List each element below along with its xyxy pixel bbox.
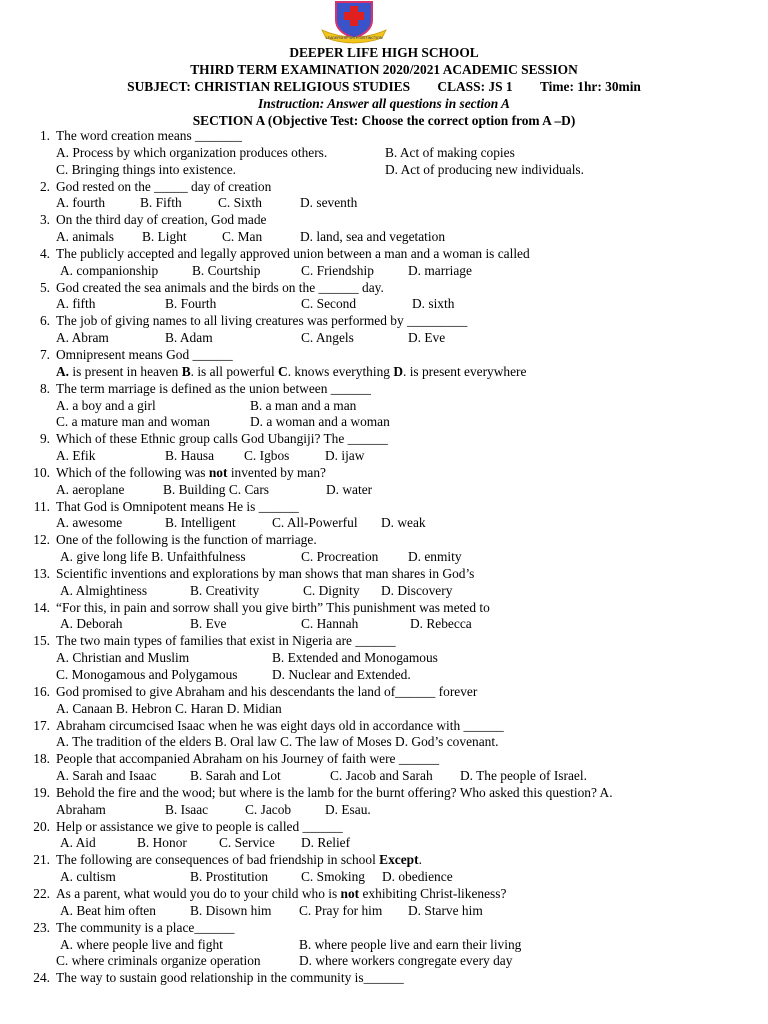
class-label: CLASS: JS 1 bbox=[437, 79, 513, 94]
question-number: 9. bbox=[39, 431, 50, 447]
question-item bbox=[0, 246, 768, 280]
answer-option[interactable]: B. Extended and Monogamous bbox=[272, 650, 438, 666]
answer-option[interactable]: D. water bbox=[326, 481, 373, 497]
answer-option[interactable]: B. Creativity bbox=[190, 582, 260, 598]
option-row bbox=[0, 549, 768, 566]
answer-option[interactable]: C. Procreation bbox=[301, 549, 379, 565]
answer-option[interactable]: C. Pray for him bbox=[299, 902, 383, 918]
answer-option[interactable]: A. companionship bbox=[60, 262, 159, 278]
question-number: 14. bbox=[33, 599, 50, 615]
option-row bbox=[0, 263, 768, 280]
question-number: 5. bbox=[39, 279, 50, 295]
answer-option[interactable]: D. marriage bbox=[408, 262, 472, 278]
answer-option[interactable]: D. weak bbox=[381, 515, 426, 531]
answer-option[interactable]: B. Eve bbox=[190, 616, 227, 632]
question-number: 19. bbox=[33, 784, 50, 800]
question-number: 23. bbox=[33, 919, 50, 935]
answer-option[interactable]: D. land, sea and vegetation bbox=[300, 229, 446, 245]
option-row bbox=[0, 903, 768, 920]
emphasis-text: Except bbox=[379, 852, 419, 868]
question-text: Behold the fire and the wood; but where is the lamb for the burnt offering? Who asked this question? A. bbox=[56, 784, 613, 800]
answer-option[interactable]: C. Service bbox=[219, 835, 275, 851]
option-row bbox=[0, 583, 768, 600]
answer-option[interactable]: A. animals bbox=[56, 229, 115, 245]
answer-option[interactable]: A. cultism bbox=[60, 869, 116, 885]
question-item bbox=[0, 785, 768, 819]
question-item bbox=[0, 431, 768, 465]
answer-option[interactable]: A. Aid bbox=[60, 835, 96, 851]
answer-option[interactable]: A. fourth bbox=[56, 195, 106, 211]
answer-option[interactable]: A. The tradition of the elders B. Oral law C. The law of Moses D. God’s covenant. bbox=[56, 734, 499, 750]
answer-option[interactable]: D. Eve bbox=[408, 330, 446, 346]
answer-option[interactable]: B. Courtship bbox=[192, 262, 261, 278]
question-number: 8. bbox=[39, 380, 50, 396]
answer-option[interactable]: B. Isaac bbox=[165, 801, 209, 817]
answer-option[interactable]: D. sixth bbox=[412, 296, 455, 312]
answer-option[interactable]: A. Canaan B. Hebron C. Haran D. Midian bbox=[56, 700, 282, 716]
answer-option[interactable]: B. Act of making copies bbox=[385, 144, 515, 160]
question-number: 10. bbox=[33, 464, 50, 480]
answer-option[interactable]: A. Abram bbox=[56, 330, 109, 346]
option-row bbox=[0, 616, 768, 633]
question-item bbox=[0, 532, 768, 566]
answer-option[interactable]: B. Disown him bbox=[190, 902, 272, 918]
question-item bbox=[0, 212, 768, 246]
answer-option[interactable]: C. Hannah bbox=[301, 616, 359, 632]
answer-option[interactable]: D. Relief bbox=[301, 835, 351, 851]
option-row bbox=[0, 650, 768, 667]
question-text: The following are consequences of bad friendship in school Except. bbox=[56, 852, 422, 868]
exam-title: THIRD TERM EXAMINATION 2020/2021 ACADEMIC SESSION bbox=[190, 62, 578, 77]
answer-option[interactable]: D. Starve him bbox=[408, 902, 483, 918]
question-text: Help or assistance we give to people is called ______ bbox=[56, 818, 343, 834]
subject-line bbox=[0, 78, 768, 95]
option-row bbox=[0, 667, 768, 684]
question-text: Which of the following was not invented by man? bbox=[56, 464, 327, 480]
option-row bbox=[0, 414, 768, 431]
answer-option[interactable]: B. Fourth bbox=[165, 296, 217, 312]
option-row bbox=[0, 701, 768, 718]
answer-option[interactable]: C. Man bbox=[222, 229, 263, 245]
answer-option[interactable]: A. Efik bbox=[56, 448, 96, 464]
option-row bbox=[0, 448, 768, 465]
question-text: Scientific inventions and explorations by man shows that man shares in God’s bbox=[56, 565, 475, 581]
question-item bbox=[0, 600, 768, 634]
school-logo bbox=[318, 0, 390, 44]
answer-option[interactable]: C. Monogamous and Polygamous bbox=[56, 667, 238, 682]
answer-option[interactable]: B. Fifth bbox=[140, 195, 182, 211]
answer-option[interactable]: B. Sarah and Lot bbox=[190, 768, 281, 784]
answer-option[interactable]: C. All-Powerful bbox=[272, 515, 358, 531]
answer-option[interactable]: A. fifth bbox=[56, 296, 96, 312]
answer-option[interactable]: D. Rebecca bbox=[410, 616, 472, 632]
question-item bbox=[0, 128, 768, 179]
answer-option[interactable]: C. Dignity bbox=[303, 582, 360, 598]
answer-option[interactable]: D. obedience bbox=[382, 869, 453, 885]
time-label: Time: 1hr: 30min bbox=[539, 79, 641, 94]
question-text: One of the following is the function of marriage. bbox=[56, 532, 317, 548]
question-number: 21. bbox=[33, 852, 50, 868]
answer-option[interactable]: A. give long life B. Unfaithfulness bbox=[60, 549, 246, 565]
question-item bbox=[0, 886, 768, 920]
emphasis-text: not bbox=[337, 885, 363, 901]
question-text: As a parent, what would you do to your child who is not exhibiting Christ-likeness? bbox=[56, 885, 507, 901]
question-text: The two main types of families that exist in Nigeria are ______ bbox=[56, 633, 396, 649]
answer-option[interactable]: C. Jacob and Sarah bbox=[330, 768, 433, 784]
answer-option[interactable]: D. Discovery bbox=[381, 582, 453, 598]
question-item bbox=[0, 347, 768, 381]
answer-option[interactable]: C. Bringing things into existence. bbox=[56, 161, 237, 177]
option-row bbox=[0, 482, 768, 499]
answer-option[interactable]: B. Intelligent bbox=[165, 515, 236, 531]
answer-option[interactable]: D. Nuclear and Extended. bbox=[272, 667, 411, 682]
question-item bbox=[0, 566, 768, 600]
answer-option[interactable]: D. The people of Israel. bbox=[460, 768, 587, 784]
option-row bbox=[0, 515, 768, 532]
question-number: 2. bbox=[39, 178, 50, 194]
option-row bbox=[0, 330, 768, 347]
question-text: People that accompanied Abraham on his Journey of faith were ______ bbox=[56, 751, 440, 767]
answer-option[interactable]: C. Igbos bbox=[244, 448, 290, 464]
question-number: 6. bbox=[39, 313, 50, 329]
question-item bbox=[0, 465, 768, 499]
question-number: 13. bbox=[33, 565, 50, 581]
question-item bbox=[0, 718, 768, 752]
question-number: 16. bbox=[33, 683, 50, 699]
answer-option[interactable]: D. ijaw bbox=[325, 448, 365, 464]
answer-option[interactable]: C. Jacob bbox=[245, 801, 292, 817]
question-item bbox=[0, 751, 768, 785]
answer-option[interactable]: B. a man and a man bbox=[250, 397, 357, 413]
answer-option[interactable]: A. aeroplane bbox=[56, 481, 125, 497]
option-row bbox=[0, 734, 768, 751]
option-row bbox=[0, 296, 768, 313]
option-letter: D bbox=[393, 363, 404, 379]
answer-option[interactable]: D. enmity bbox=[408, 549, 462, 565]
answer-option[interactable]: B. Building C. Cars bbox=[163, 481, 270, 497]
answer-option[interactable]: C. Angels bbox=[301, 330, 354, 346]
question-number: 24. bbox=[33, 970, 50, 986]
question-item bbox=[0, 633, 768, 684]
answer-option[interactable]: Abraham bbox=[56, 801, 106, 817]
question-number: 15. bbox=[33, 633, 50, 649]
answer-option[interactable]: D. Act of producing new individuals. bbox=[385, 161, 584, 177]
option-letter: B bbox=[181, 363, 191, 379]
question-text: Which of these Ethnic group calls God Ubangiji? The ______ bbox=[56, 431, 388, 447]
question-list bbox=[0, 128, 768, 987]
question-text: God created the sea animals and the birds on the ______ day. bbox=[56, 279, 384, 295]
answer-option[interactable]: A. Sarah and Isaac bbox=[56, 768, 157, 784]
answer-option[interactable]: C. Sixth bbox=[218, 195, 262, 211]
answer-option[interactable]: B. where people live and earn their living bbox=[299, 936, 522, 952]
answer-option[interactable]: A. Christian and Muslim bbox=[56, 650, 190, 666]
answer-option[interactable]: A. a boy and a girl bbox=[56, 397, 156, 413]
answer-option[interactable]: A. Beat him often bbox=[60, 902, 156, 918]
question-text: Abraham circumcised Isaac when he was eight days old in accordance with ______ bbox=[56, 717, 504, 733]
section-title: SECTION A (Objective Test: Choose the correct option from A –D) bbox=[192, 113, 576, 128]
question-item bbox=[0, 313, 768, 347]
question-item bbox=[0, 381, 768, 432]
question-text: Omnipresent means God ______ bbox=[56, 346, 233, 362]
answer-option[interactable]: A. Almightiness bbox=[60, 582, 148, 598]
question-text: That God is Omnipotent means He is ______ bbox=[56, 498, 299, 514]
answer-option[interactable]: B. Hausa bbox=[165, 448, 215, 464]
answer-option[interactable]: A. awesome bbox=[56, 515, 123, 531]
school-name: DEEPER LIFE HIGH SCHOOL bbox=[289, 45, 479, 60]
option-row bbox=[0, 398, 768, 415]
question-number: 7. bbox=[39, 346, 50, 362]
option-row bbox=[0, 937, 768, 954]
question-text: The term marriage is defined as the union between ______ bbox=[56, 380, 371, 396]
option-row bbox=[0, 162, 768, 179]
answer-option[interactable]: C. Friendship bbox=[301, 262, 374, 278]
question-number: 18. bbox=[33, 751, 50, 767]
answer-option[interactable]: C. Second bbox=[301, 296, 357, 312]
question-item bbox=[0, 920, 768, 971]
question-text: The community is a place______ bbox=[56, 919, 235, 935]
question-item bbox=[0, 280, 768, 314]
answer-option[interactable]: B. Light bbox=[142, 229, 187, 245]
question-item bbox=[0, 819, 768, 853]
question-number: 11. bbox=[33, 498, 50, 514]
option-row bbox=[0, 145, 768, 162]
answer-option[interactable]: D. where workers congregate every day bbox=[299, 953, 513, 969]
answer-option[interactable]: D. Esau. bbox=[325, 801, 371, 817]
question-text: On the third day of creation, God made bbox=[56, 212, 267, 228]
question-item bbox=[0, 684, 768, 718]
answer-option[interactable]: C. a mature man and woman bbox=[56, 414, 210, 430]
question-item bbox=[0, 499, 768, 533]
question-item bbox=[0, 179, 768, 213]
question-text: The publicly accepted and legally approved union between a man and a woman is called bbox=[56, 245, 530, 261]
answer-option[interactable]: C. where criminals organize operation bbox=[56, 953, 261, 969]
question-text: God promised to give Abraham and his descendants the land of______ forever bbox=[56, 683, 478, 699]
question-text: The way to sustain good relationship in the community is______ bbox=[56, 970, 404, 986]
answer-option[interactable]: D. seventh bbox=[300, 195, 358, 211]
question-number: 22. bbox=[33, 885, 50, 901]
question-text: “For this, in pain and sorrow shall you give birth” This punishment was meted to bbox=[56, 599, 490, 615]
question-text: God rested on the _____ day of creation bbox=[56, 178, 272, 194]
option-row bbox=[0, 768, 768, 785]
question-item bbox=[0, 852, 768, 886]
option-letter: C bbox=[278, 363, 288, 379]
question-item bbox=[0, 970, 768, 987]
question-number: 17. bbox=[33, 717, 50, 733]
answer-option[interactable]: A. Deborah bbox=[60, 616, 123, 632]
question-number: 4. bbox=[39, 245, 50, 261]
answer-option[interactable]: A. Process by which organization produces others. bbox=[56, 144, 328, 160]
option-letter: A. bbox=[56, 363, 70, 379]
answer-option[interactable]: B. Adam bbox=[165, 330, 213, 346]
emphasis-text: not bbox=[205, 464, 231, 480]
option-row bbox=[0, 835, 768, 852]
option-row bbox=[0, 802, 768, 819]
instruction: Instruction: Answer all questions in section A bbox=[257, 96, 510, 111]
logo-motto: LEADERSHIP WITH DISTINCTION bbox=[325, 36, 383, 40]
option-row bbox=[0, 953, 768, 970]
answer-option[interactable]: D. a woman and a woman bbox=[250, 414, 390, 430]
question-number: 12. bbox=[33, 532, 50, 548]
option-row bbox=[0, 195, 768, 212]
question-text: The job of giving names to all living creatures was performed by _________ bbox=[56, 313, 468, 329]
option-row: A. is present in heaven B. is all powerful C. knows everything D. is present everywhere bbox=[56, 363, 527, 379]
answer-option[interactable]: A. where people live and fight bbox=[60, 936, 223, 952]
option-row bbox=[0, 869, 768, 886]
option-row bbox=[0, 229, 768, 246]
question-text: The word creation means _______ bbox=[56, 128, 242, 143]
answer-option[interactable]: C. Smoking bbox=[301, 869, 365, 885]
answer-option[interactable]: B. Prostitution bbox=[190, 869, 269, 885]
subject-label: SUBJECT: CHRISTIAN RELIGIOUS STUDIES bbox=[127, 79, 411, 94]
question-number: 3. bbox=[39, 212, 50, 228]
answer-option[interactable]: B. Honor bbox=[137, 835, 187, 851]
question-number: 1. bbox=[39, 128, 50, 143]
question-number: 20. bbox=[33, 818, 50, 834]
